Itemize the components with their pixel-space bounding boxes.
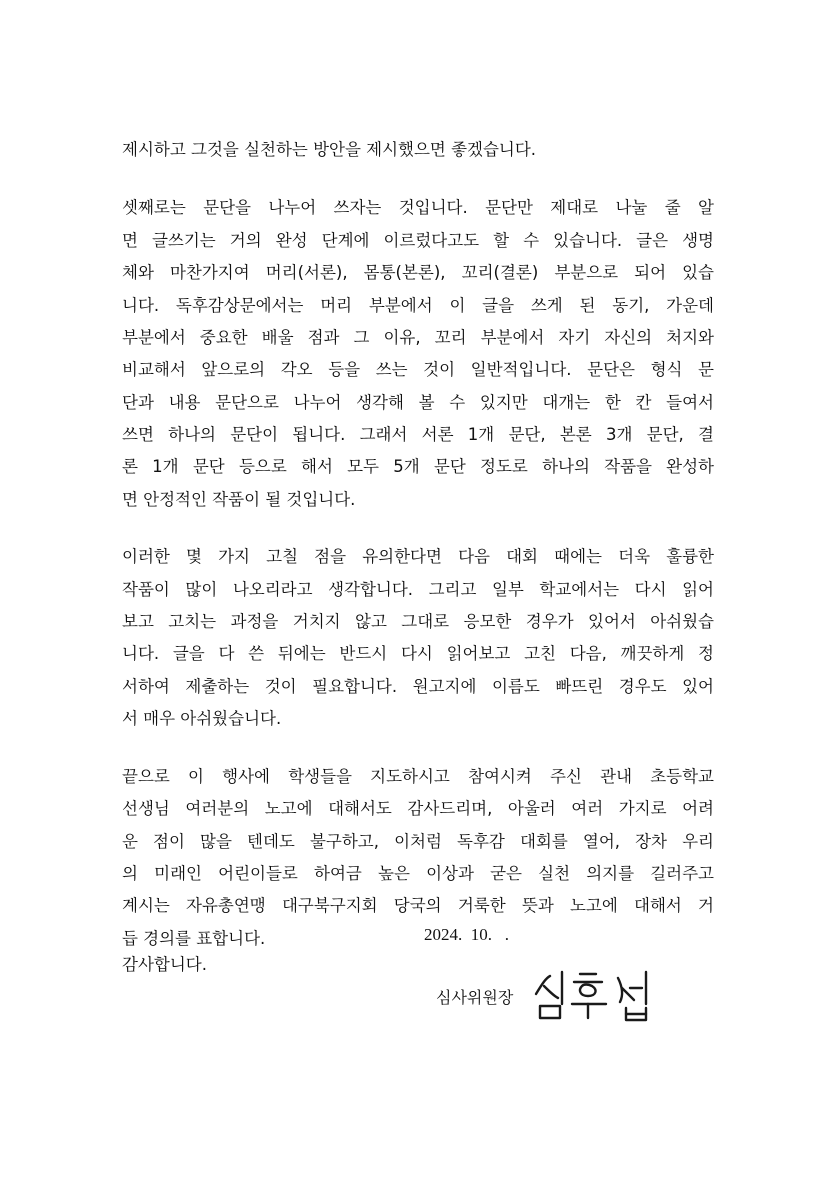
body-line: 부분에서 중요한 배울 점과 그 이유, 꼬리 부분에서 자기 자신의 처지와 [122,328,714,347]
body-line: 운 점이 많을 텐데도 불구하고, 이처럼 독후감 대회를 열어, 장차 우리 [122,832,714,851]
body-line: 체와 마찬가지여 머리(서론), 몸통(본론), 꼬리(결론) 부분으로 되어 있습 [122,263,714,282]
handwritten-signature [528,964,658,1024]
signer-title: 심사위원장 [436,988,514,1007]
body-line: 제시하고 그것을 실천하는 방안을 제시했으면 좋겠습니다. [122,140,537,159]
document-date: 2024. 10. . [424,925,509,944]
body-line: 선생님 여러분의 노고에 대해서도 감사드리며, 아울러 여러 가지로 어려 [122,799,714,818]
closing-line: 감사합니다. [122,955,207,974]
body-line: 면 글쓰기는 거의 완성 단계에 이르렀다고도 할 수 있습니다. 글은 생명 [122,231,714,250]
body-line: 셋째로는 문단을 나누어 쓰자는 것입니다. 문단만 제대로 나눌 줄 알 [122,198,714,217]
body-line: 면 안정적인 작품이 될 것입니다. [122,490,356,509]
body-line: 쓰면 하나의 문단이 됩니다. 그래서 서론 1개 문단, 본론 3개 문단, 결 [122,425,714,444]
body-line: 서 매우 아쉬웠습니다. [122,709,282,728]
body-line: 니다. 글을 다 쓴 뒤에는 반드시 다시 읽어보고 고친 다음, 깨끗하게 정 [122,644,714,663]
body-line: 의 미래인 어린이들로 하여금 높은 이상과 굳은 실천 의지를 길러주고 [122,864,714,883]
body-line: 듭 경의를 표합니다. [122,929,266,948]
body-line: 작품이 많이 나오리라고 생각합니다. 그리고 일부 학교에서는 다시 읽어 [122,580,714,599]
body-line: 니다. 독후감상문에서는 머리 부분에서 이 글을 쓰게 된 동기, 가운데 [122,296,714,315]
body-line: 계시는 자유총연맹 대구북구지회 당국의 거룩한 뜻과 노고에 대해서 거 [122,896,714,915]
body-line: 서하여 제출하는 것이 필요합니다. 원고지에 이름도 빠뜨린 경우도 있어 [122,677,714,696]
body-line: 끝으로 이 행사에 학생들을 지도하시고 참여시켜 주신 관내 초등학교 [122,767,714,786]
body-line: 단과 내용 문단으로 나누어 생각해 볼 수 있지만 대개는 한 칸 들여서 [122,393,714,412]
body-line: 보고 고치는 과정을 거치지 않고 그대로 응모한 경우가 있어서 아쉬웠습 [122,612,714,631]
body-line: 이러한 몇 가지 고칠 점을 유의한다면 다음 대회 때에는 더욱 훌륭한 [122,547,714,566]
body-line: 론 1개 문단 등으로 해서 모두 5개 문단 정도로 하나의 작품을 완성하 [122,457,714,476]
body-line: 비교해서 앞으로의 각오 등을 쓰는 것이 일반적입니다. 문단은 형식 문 [122,360,714,379]
